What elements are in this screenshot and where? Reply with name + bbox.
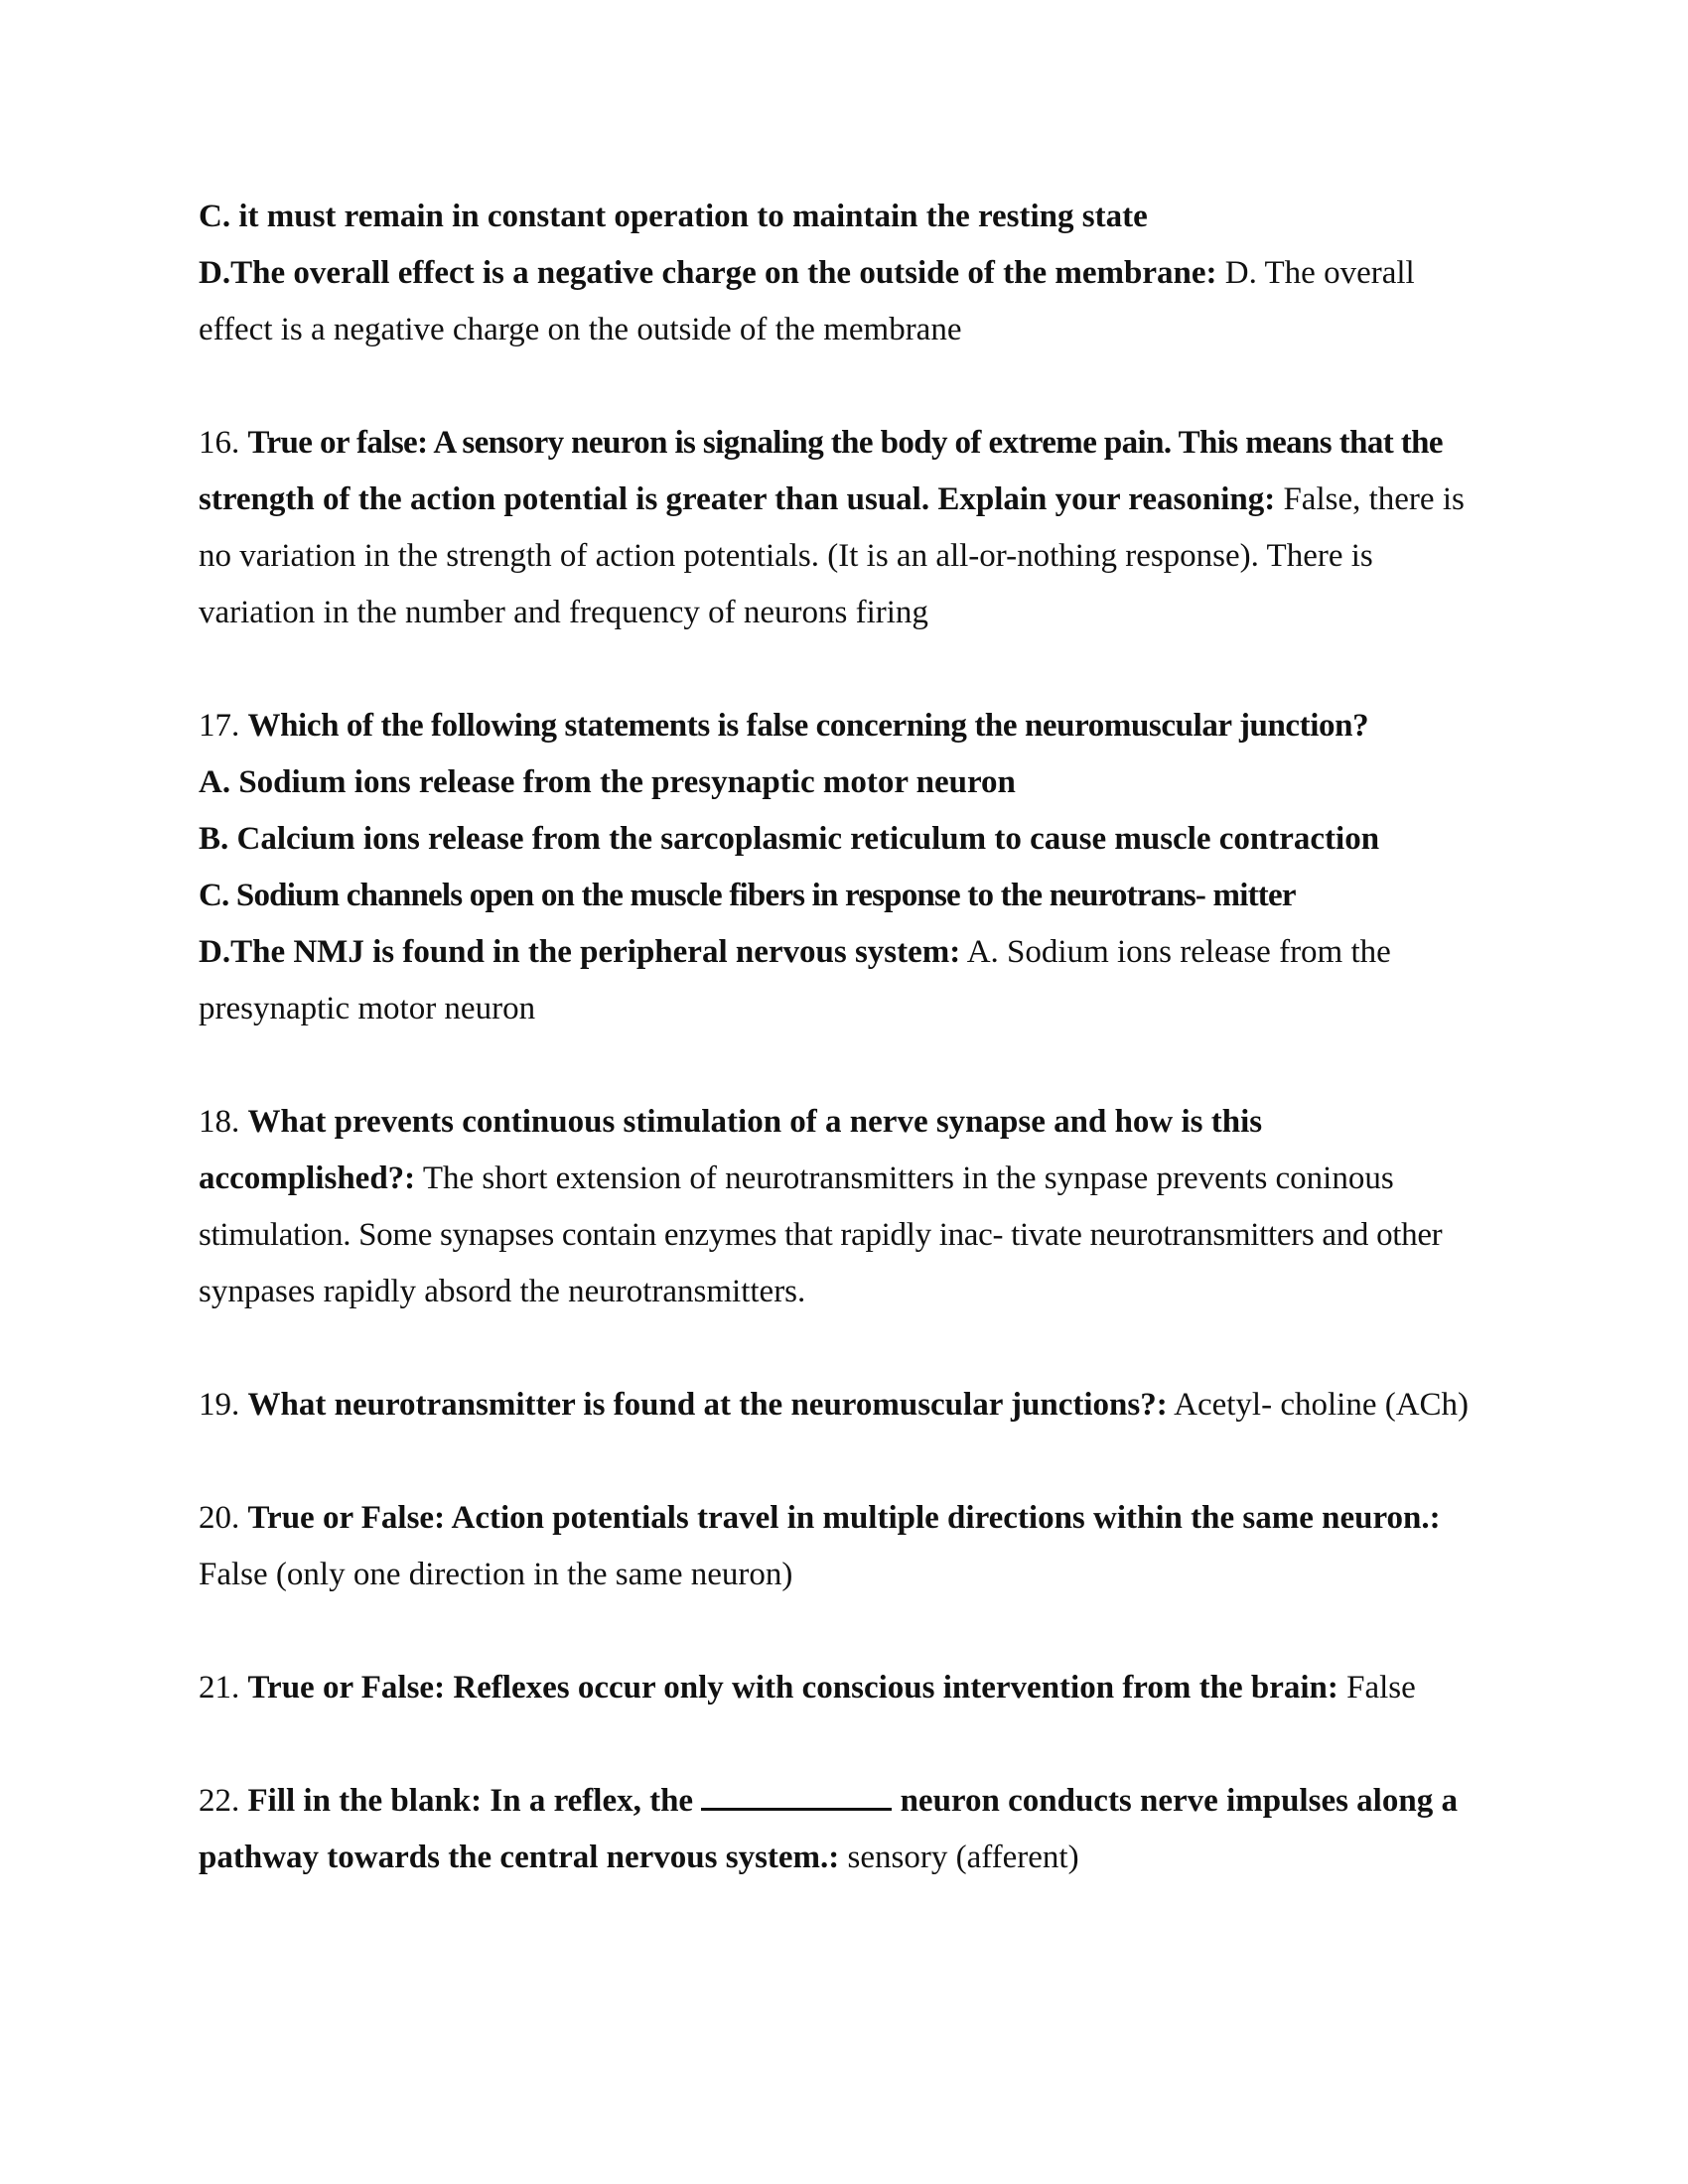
q15-answer-part1: D. The overall: [1216, 255, 1415, 291]
q22-question-part1: Fill in the blank: In a reflex, the: [247, 1783, 702, 1819]
q18-line1: [199, 1094, 1489, 1151]
q22-answer: sensory (afferent): [839, 1840, 1079, 1875]
q22-line2: [199, 1830, 1489, 1886]
q22-question-part2: neuron conducts nerve impulses along a: [892, 1783, 1458, 1819]
q16-question-line1: True or false: A sensory neuron is signaling the body of extreme pain. This means that the: [247, 425, 1443, 461]
q17-choice-a: [199, 754, 1489, 811]
q18-line3: [199, 1207, 1489, 1264]
q17-choice-d-line: [199, 924, 1489, 981]
q17-answer-part2: presynaptic motor neuron: [199, 991, 536, 1026]
q17-number: 17.: [199, 708, 248, 744]
q21-question: True or False: Reflexes occur only with conscious intervention from the brain:: [247, 1670, 1338, 1706]
q17-choice-c: [199, 868, 1489, 924]
q17-choice-a-text: A. Sodium ions release from the presynaptic motor neuron: [199, 764, 1016, 800]
q15-answer-line2: [199, 302, 1489, 358]
q16-answer-part1: False, there is: [1275, 481, 1465, 517]
q18-line2: [199, 1151, 1489, 1207]
q18-answer-line3: synpases rapidly absord the neurotransmitters.: [199, 1274, 806, 1309]
q20-answer: False (only one direction in the same neuron): [199, 1557, 793, 1592]
q18-answer-line2: stimulation. Some synapses contain enzymes that rapidly inac- tivate neurotransmitters and other: [199, 1217, 1443, 1253]
q15-answer-part2: effect is a negative charge on the outside of the membrane: [199, 312, 962, 347]
q20-line2: [199, 1547, 1489, 1603]
fill-in-blank-line: [701, 1782, 892, 1811]
q17-answer-line2: [199, 981, 1489, 1037]
q19-question: What neurotransmitter is found at the neuromuscular junctions?:: [247, 1387, 1168, 1423]
q19-line1: [199, 1377, 1489, 1433]
q17-answer-part1: A. Sodium ions release from the: [960, 934, 1391, 970]
q21-line1: [199, 1660, 1489, 1716]
q17-choice-b: [199, 811, 1489, 868]
document-page: [199, 189, 1489, 1886]
q20-line1: [199, 1490, 1489, 1547]
q17-choice-c-text: C. Sodium channels open on the muscle fibers in response to the neurotrans- mitter: [199, 878, 1296, 913]
q15-choice-d-text: D.The overall effect is a negative charge on the outside of the membrane:: [199, 255, 1217, 291]
q18-answer-part1: The short extension of neurotransmitters in the synpase prevents coninous: [415, 1160, 1394, 1196]
q18-number: 18.: [199, 1104, 248, 1140]
q18-question-line1: What prevents continuous stimulation of a nerve synapse and how is this: [247, 1104, 1263, 1140]
q17-choice-d-text: D.The NMJ is found in the peripheral nervous system:: [199, 934, 961, 970]
q15-choice-c: [199, 189, 1489, 245]
q22-number: 22.: [199, 1783, 248, 1819]
q18-question-line2: accomplished?:: [199, 1160, 416, 1196]
q16-line3: [199, 528, 1489, 585]
q17-line1: [199, 698, 1489, 754]
q16-line1: [199, 415, 1489, 472]
q19-answer: Acetyl- choline (ACh): [1167, 1387, 1470, 1423]
q16-line2: [199, 472, 1489, 528]
q16-line4: [199, 585, 1489, 641]
q15-choice-c-text: C. it must remain in constant operation to maintain the resting state: [199, 199, 1148, 234]
q16-answer-line3: variation in the number and frequency of neurons firing: [199, 595, 928, 630]
q21-number: 21.: [199, 1670, 248, 1706]
q22-line1: [199, 1773, 1489, 1830]
q21-answer: False: [1337, 1670, 1416, 1706]
q15-choice-d-line: [199, 245, 1489, 302]
q17-question: Which of the following statements is false concerning the neuromuscular junction?: [247, 708, 1369, 744]
q19-number: 19.: [199, 1387, 248, 1423]
q16-number: 16.: [199, 425, 248, 461]
q17-choice-b-text: B. Calcium ions release from the sarcoplasmic reticulum to cause muscle contraction: [199, 821, 1380, 857]
q16-answer-line2: no variation in the strength of action potentials. (It is an all-or-nothing response). There is: [199, 538, 1373, 574]
q18-line4: [199, 1264, 1489, 1320]
q16-question-line2: strength of the action potential is greater than usual. Explain your reasoning:: [199, 481, 1276, 517]
q20-number: 20.: [199, 1500, 248, 1536]
q22-question-line2: pathway towards the central nervous system.:: [199, 1840, 840, 1875]
q20-question: True or False: Action potentials travel in multiple directions within the same neuron.:: [247, 1500, 1441, 1536]
